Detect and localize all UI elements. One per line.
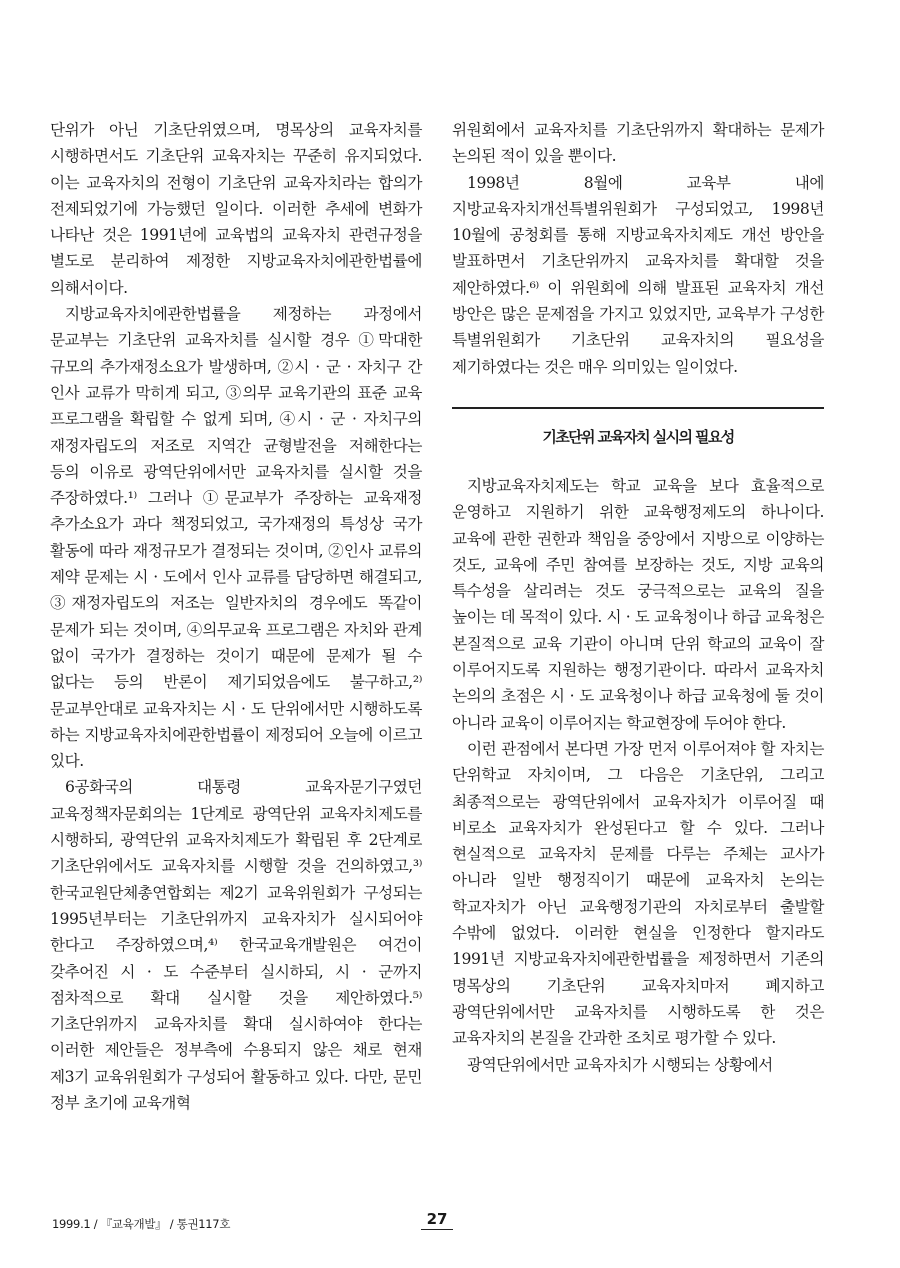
- right-column: [452, 117, 824, 1078]
- body-paragraph: 광역단위에서만 교육자치가 시행되는 상황에서: [467, 1055, 773, 1074]
- footer-citation: 1999.1 / 『교육개발』 / 통권117호: [52, 1217, 231, 1231]
- body-paragraph: 1998년 8월에 교육부 내에 지방교육자치개선특별위원회가 구성되었고, 1998년 10월에 공청회를 통해 지방교육자치제도 개선 방안을 발표하면서 기초단위까지 교육자치를 확대할 것을 제안하였다.⁶⁾ 이 위원회에 의해 발표된 교육자치 개선 방안은 많은 문제점을 가지고 있었지만, 교육부가 구성한 특별위원회가 기초단위 교육자치의 필요성을 제기하였다는 것은 매우 의미있는 일이었다.: [452, 173, 824, 376]
- body-paragraph: 지방교육자치에관한법률을 제정하는 과정에서 문교부는 기초단위 교육자치를 실시할 경우 ①막대한 규모의 추가재정소요가 발생하며, ②시 · 군 · 자치구 간 인사 교류가 막히게 되고, ③의무 교육기관의 표준 교육 프로그램을 확립할 수 없게 되며, ④시 · 군 · 자치구의 재정자립도의 저조로 지역간 균형발전을 저해한다는 등의 이유로 광역단위에서만 교육자치를 실시할 것을 주장하였다.¹⁾ 그러나 ①문교부가 주장하는 교육재정 추가소요가 과다 책정되었고, 국가재정의 특성상 국가 활동에 따라 재정규모가 결정되는 것이며, ②인사 교류의 제약 문제는 시 · 도에서 인사 교류를 담당하면 해결되고, ③재정자립도의 저조는 일반자치의 경우에도 똑같이 문제가 되는 것이며, ④의무교육 프로그램은 자치와 관계 없이 국가가 결정하는 것이기 때문에 문제가 될 수 없다는 등의 반론이 제기되었음에도 불구하고,²⁾ 문교부안대로 교육자치는 시 · 도 단위에서만 시행하도록 하는 지방교육자치에관한법률이 제정되어 오늘에 이르고 있다.: [50, 305, 422, 771]
- body-paragraph: 지방교육자치제도는 학교 교육을 보다 효율적으로 운영하고 지원하기 위한 교육행정제도의 하나이다. 교육에 관한 권한과 책임을 중앙에서 지방으로 이양하는 것도, 교육에 주민 참여를 보장하는 것도, 지방 교육의 특수성을 살리려는 것도 궁극적으로는 교육의 질을 높이는 데 목적이 있다. 시 · 도 교육청이나 하급 교육청은 본질적으로 교육 기관이 아니며 단위 학교의 교육이 잘 이루어지도록 지원하는 행정기관이다. 따라서 교육자치 논의의 초점은 시 · 도 교육청이나 하급 교육청에 둘 것이 아니라 교육이 이루어지는 학교현장에 두어야 한다.: [452, 476, 824, 732]
- left-column: [50, 117, 422, 1116]
- section-heading: 기초단위 교육자치 실시의 필요성: [542, 427, 734, 446]
- body-paragraph: 위원회에서 교육자치를 기초단위까지 확대하는 문제가 논의된 적이 있을 뿐이다.: [452, 121, 824, 166]
- body-paragraph: 단위가 아닌 기초단위였으며, 명목상의 교육자치를 시행하면서도 기초단위 교육자치는 꾸준히 유지되었다. 이는 교육자치의 전형이 기초단위 교육자치라는 합의가 전제되었기에 가능했던 일이다. 이러한 추세에 변화가 나타난 것은 1991년에 교육법의 교육자치 관련규정을 별도로 분리하여 제정한 지방교육자치에관한법률에 의해서이다.: [50, 121, 422, 297]
- body-paragraph: 6공화국의 대통령 교육자문기구였던 교육정책자문회의는 1단계로 광역단위 교육자치제도를 시행하되, 광역단위 교육자치제도가 확립된 후 2단계로 기초단위에서도 교육자치를 시행할 것을 건의하였고,³⁾ 한국교원단체총연합회는 제2기 교육위원회가 구성되는 1995년부터는 기초단위까지 교육자치가 실시되어야 한다고 주장하였으며,⁴⁾ 한국교육개발원은 여건이 갖추어진 시 · 도 수준부터 실시하되, 시 · 군까지 점차적으로 확대 실시할 것을 제안하였다.⁵⁾ 기초단위까지 교육자치를 확대 실시하여야 한다는 이러한 제안들은 정부측에 수용되지 않은 채로 현재 제3기 교육위원회가 구성되어 활동하고 있다. 다만, 문민 정부 초기에 교육개혁: [50, 778, 422, 1112]
- page-number: 27: [421, 1210, 453, 1230]
- body-paragraph: 이런 관점에서 본다면 가장 먼저 이루어져야 할 자치는 단위학교 자치이며, 그 다음은 기초단위, 그리고 최종적으로는 광역단위에서 교육자치가 이루어질 때 비로소 교육자치가 완성된다고 할 수 있다. 그러나 현실적으로 교육자치 문제를 다루는 주체는 교사가 아니라 일반 행정직이기 때문에 교육자치 논의는 학교자치가 아닌 교육행정기관의 자치로부터 출발할 수밖에 없었다. 이러한 현실을 인정한다 할지라도 1991년 지방교육자치에관한법률을 제정하면서 기존의 명목상의 기초단위 교육자치마저 폐지하고 광역단위에서만 교육자치를 시행하도록 한 것은 교육자치의 본질을 간과한 조치로 평가할 수 있다.: [452, 739, 824, 1048]
